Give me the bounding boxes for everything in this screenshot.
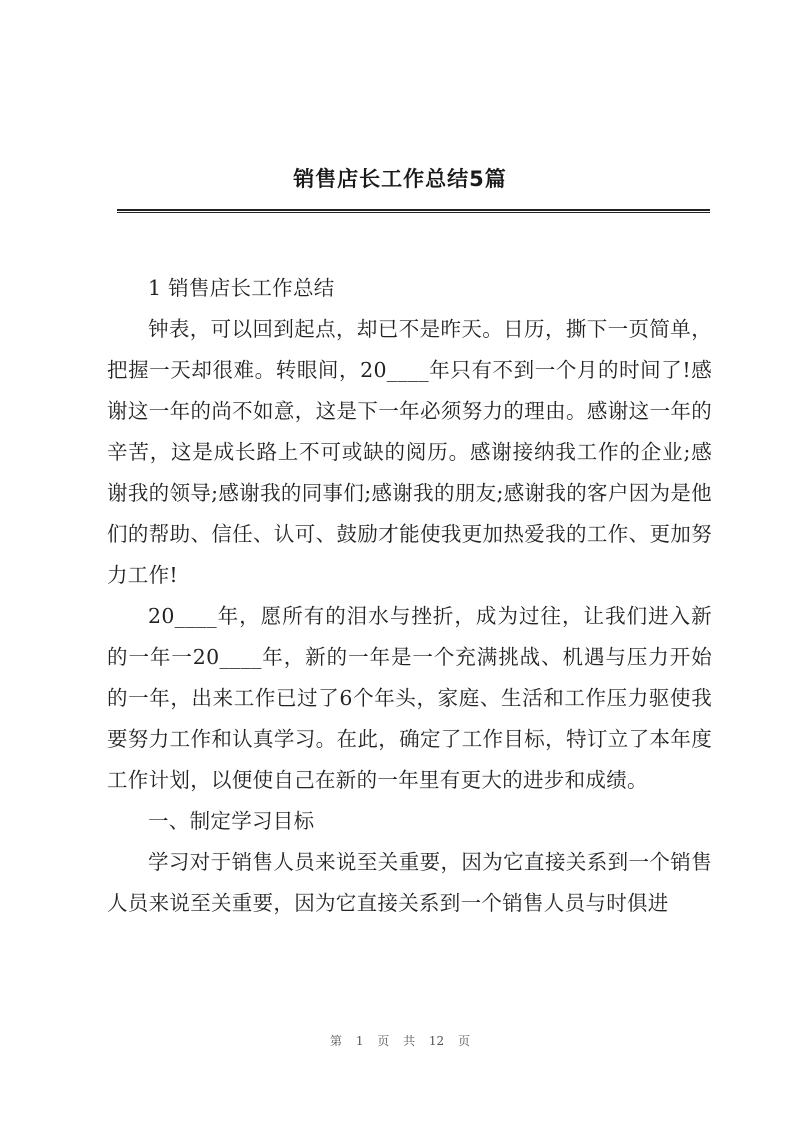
body-paragraph: 钟表，可以回到起点，却已不是昨天。日历，撕下一页简单，把握一天却很难。转眼间，20____年只有不到一个月的时间了!感谢这一年的尚不如意，这是下一年必须努力的理由。感谢这一年的辛苦，这是成长路上不可或缺的阅历。感谢接纳我工作的企业;感谢我的领导;感谢我的同事们;感谢我的朋友;感谢我的客户因为是他们的帮助、信任、认可、鼓励才能使我更加热爱我的工作、更加努力工作! <box>107 317 712 587</box>
document-title: 销售店长工作总结5篇 <box>293 167 507 191</box>
title-divider <box>117 209 710 213</box>
body-paragraph: 20____年，愿所有的泪水与挫折，成为过往，让我们进入新的一年一20____年，新的一年是一个充满挑战、机遇与压力开始的一年，出来工作已过了6个年头，家庭、生活和工作压力驱使我要努力工作和认真学习。在此，确定了工作目标，特订立了本年度工作计划，以便使自己在新的一年里有更大的进步和成绩。 <box>107 604 712 792</box>
section-heading: 一、制定学习目标 <box>148 809 315 833</box>
document-body <box>107 268 712 924</box>
section-heading: 1 销售店长工作总结 <box>148 276 335 300</box>
page-footer: 第 1 页 共 12 页 <box>330 1034 470 1048</box>
body-paragraph: 学习对于销售人员来说至关重要，因为它直接关系到一个销售人员来说至关重要，因为它直接关系到一个销售人员与时俱进 <box>107 850 712 915</box>
